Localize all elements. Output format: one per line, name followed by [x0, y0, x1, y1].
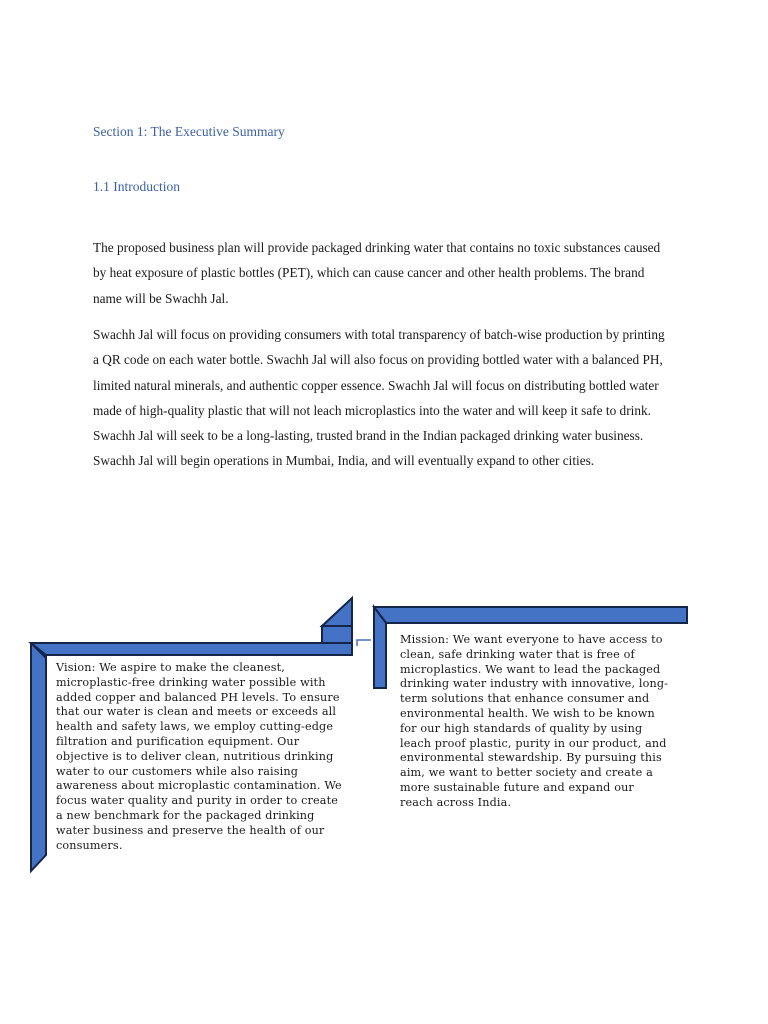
connector-line [357, 640, 371, 646]
subsection-heading: 1.1 Introduction [93, 179, 180, 194]
section-heading: Section 1: The Executive Summary [93, 124, 285, 139]
intro-paragraph-2: Swachh Jal will focus on providing consumers with total transparency of batch-wise production by printing a QR code on each water bottle. Swachh Jal will also focus on providing bottled water with a balanced PH, limited natural minerals, and authentic copper essence. Swachh Jal will focus on distributing bottled water made of high-quality plastic that will not leach microplastics into the water and will keep it safe to drink. Swachh Jal will seek to be a long-lasting, trusted brand in the Indian packaged drinking water business. Swachh Jal will begin operations in Mumbai, India, and will eventually expand to other cities. [93, 327, 665, 469]
vision-text: Vision: We aspire to make the cleanest, microplastic-free drinking water possible with added copper and balanced PH levels. To ensure that our water is clean and meets or exceeds all health and safety laws, we employ cutting-edge filtration and purification equipment. Our objective is to deliver clean, nutritious drinking water to our customers while also raising awareness about microplastic contamination. We focus water quality and purity in order to create a new benchmark for the packaged drinking water business and preserve the health of our consumers. [56, 661, 342, 852]
intro-paragraph-1: The proposed business plan will provide packaged drinking water that contains no toxic substances caused by heat exposure of plastic bottles (PET), which can cause cancer and other health problems. The brand name will be Swachh Jal. [93, 240, 661, 306]
mission-text: Mission: We want everyone to have access to clean, safe drinking water that is free of microplastics. We want to lead the packaged drinking water industry with innovative, long-term solutions that enhance consumer and environmental health. We wish to be known for our high standards of quality by using leach proof plastic, purity in our product, and environmental stewardship. By pursuing this aim, we want to better society and create a more sustainable future and expand our reach across India. [400, 633, 669, 809]
